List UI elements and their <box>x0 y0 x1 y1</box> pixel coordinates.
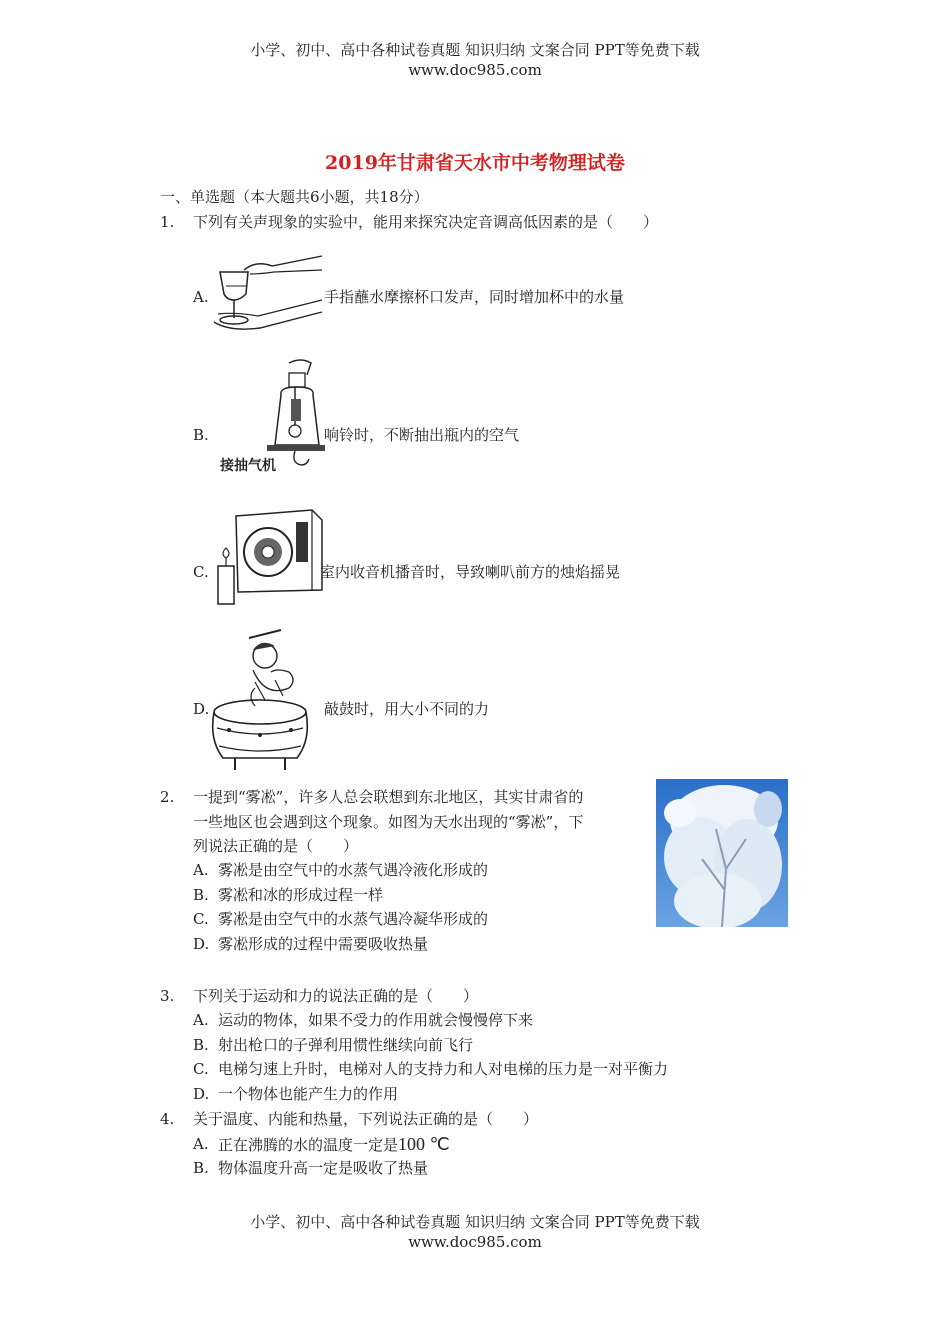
q2-option-c-label: C. <box>193 910 209 928</box>
q2-number: 2. <box>160 788 175 806</box>
q4-option-a-text-main: 正在沸腾的水的温度一定是 <box>218 1136 399 1154</box>
q2-option-d-label: D. <box>193 935 210 953</box>
q1-number: 1. <box>160 213 175 231</box>
q1-option-b-label: B. <box>193 426 209 444</box>
q1-option-a-label: A. <box>193 288 209 306</box>
q1-option-c-label: C. <box>193 563 209 581</box>
q2-option-a-text: 雾凇是由空气中的水蒸气遇冷液化形成的 <box>218 861 489 879</box>
q2-option-a-label: A. <box>193 861 209 879</box>
q3-option-d-text: 一个物体也能产生力的作用 <box>218 1085 399 1103</box>
q2-option-d-text: 雾凇形成的过程中需要吸收热量 <box>218 935 429 953</box>
q1-figure-b-caption: 接抽气机 <box>220 458 276 474</box>
q3-number: 3. <box>160 987 175 1005</box>
q4-number: 4. <box>160 1110 175 1128</box>
q2-option-b-text: 雾凇和冰的形成过程一样 <box>218 886 384 904</box>
q3-option-c-label: C. <box>193 1060 209 1078</box>
q4-option-a-text <box>218 1134 450 1155</box>
radio-candle-figure <box>212 508 324 606</box>
q1-option-d-label: D. <box>193 700 210 718</box>
q2-option-b-label: B. <box>193 886 209 904</box>
q3-option-c-text: 电梯匀速上升时，电梯对人的支持力和人对电梯的压力是一对平衡力 <box>218 1060 669 1078</box>
q1-stem: 下列有关声现象的实验中，能用来探究决定音调高低因素的是（ ） <box>193 213 659 231</box>
q4-option-b-text: 物体温度升高一定是吸收了热量 <box>218 1159 429 1177</box>
q4-option-a-label: A. <box>193 1135 209 1153</box>
glass-rubbing-figure <box>210 248 325 334</box>
rime-tree-photo <box>656 779 788 927</box>
q3-option-b-text: 射出枪口的子弹利用惯性继续向前飞行 <box>218 1036 474 1054</box>
q2-stem-line-2: 一些地区也会遇到这个现象。如图为天水出现的“雾凇”，下 <box>193 813 584 831</box>
q3-option-d-label: D. <box>193 1085 210 1103</box>
q2-stem-line-1: 一提到“雾凇”，许多人总会联想到东北地区，其实甘肃省的 <box>193 788 584 806</box>
q1-option-c-text: 室内收音机播音时，导致喇叭前方的烛焰摇晃 <box>320 563 621 581</box>
q3-stem: 下列关于运动和力的说法正确的是（ ） <box>193 987 479 1005</box>
q4-option-b-label: B. <box>193 1159 209 1177</box>
q2-stem-line-3: 列说法正确的是（ ） <box>193 837 359 855</box>
footer-line-1: 小学、初中、高中各种试卷真题 知识归纳 文案合同 PPT等免费下载 <box>250 1213 700 1231</box>
q2-option-c-text: 雾凇是由空气中的水蒸气遇冷凝华形成的 <box>218 910 489 928</box>
q3-option-a-text: 运动的物体，如果不受力的作用就会慢慢停下来 <box>218 1011 534 1029</box>
q1-option-a-text: 手指蘸水摩擦杯口发声，同时增加杯中的水量 <box>324 288 625 306</box>
header-url[interactable]: www.doc985.com <box>408 61 542 79</box>
q4-stem: 关于温度、内能和热量，下列说法正确的是（ ） <box>193 1110 539 1128</box>
drum-figure <box>205 628 315 773</box>
section-heading: 一、单选题（本大题共6小题，共18分） <box>160 188 429 206</box>
q3-option-a-label: A. <box>193 1011 209 1029</box>
q4-option-a-unit: 100 ℃ <box>398 1134 450 1154</box>
q1-option-d-text: 敲鼓时，用大小不同的力 <box>324 700 490 718</box>
exam-title: 2019年甘肃省天水市中考物理试卷 <box>325 152 625 174</box>
q3-option-b-label: B. <box>193 1036 209 1054</box>
q1-option-b-text: 响铃时，不断抽出瓶内的空气 <box>324 426 520 444</box>
header-line-1: 小学、初中、高中各种试卷真题 知识归纳 文案合同 PPT等免费下载 <box>250 41 700 59</box>
footer-url[interactable]: www.doc985.com <box>408 1233 542 1251</box>
